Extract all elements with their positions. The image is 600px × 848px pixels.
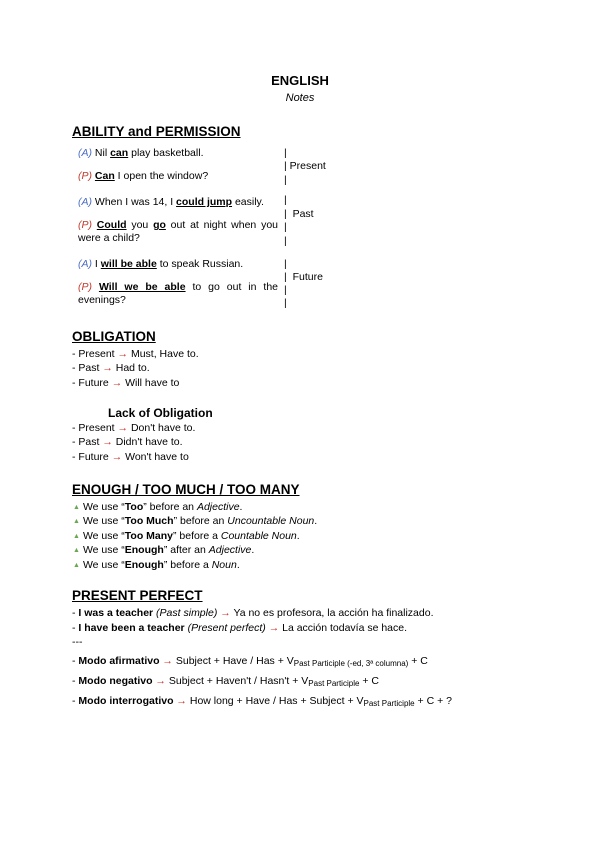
- form-name: Modo interrogativo: [78, 695, 174, 707]
- formula: Subject + Have / Has + V: [175, 655, 294, 667]
- text: Didn't have to.: [112, 436, 183, 448]
- ability-past-p: [78, 219, 278, 245]
- past-label-line: [284, 208, 314, 220]
- keyword: Too Many: [124, 530, 173, 542]
- bar: |: [284, 174, 287, 186]
- document-subtitle: Notes: [285, 92, 315, 104]
- arrow-icon: →: [102, 436, 113, 448]
- form-line: [72, 695, 452, 708]
- verb: could jump: [176, 196, 233, 208]
- text: .: [239, 501, 243, 513]
- text: Won't have to: [122, 451, 189, 463]
- text: .: [251, 544, 255, 556]
- arrow-icon: →: [117, 348, 129, 360]
- ability-tag: (A): [78, 196, 92, 208]
- ability-tag: (A): [78, 147, 92, 159]
- text: to speak Russian.: [156, 258, 244, 270]
- text: to go out in the evenings?: [78, 281, 279, 306]
- text: We use “: [82, 559, 125, 571]
- future-label-line: [284, 271, 323, 283]
- ability-heading: ABILITY and PERMISSION: [72, 124, 241, 139]
- formula-end: + C + ?: [414, 695, 452, 707]
- text: I open the window?: [114, 170, 209, 182]
- list-item: [72, 451, 189, 463]
- formula-end: + C: [359, 675, 379, 687]
- keyword: Enough: [124, 544, 164, 556]
- text: play basketball.: [128, 147, 204, 159]
- text: you: [126, 219, 154, 231]
- triangle-bullet-icon: ▲: [73, 518, 80, 525]
- text: Ya no es profesora, la acción ha finalizado.: [230, 607, 434, 619]
- arrow-icon: →: [117, 422, 129, 434]
- permission-tag: (P): [78, 281, 92, 293]
- text: ” before an: [143, 501, 197, 513]
- verb: Will we be able: [98, 281, 186, 293]
- list-item: [72, 422, 195, 434]
- text: I: [94, 258, 101, 270]
- form-line: [72, 675, 379, 688]
- example-line: [72, 607, 434, 619]
- text: ” before a: [173, 530, 221, 542]
- arrow-icon: →: [173, 695, 190, 707]
- tense-label-past: Past: [292, 208, 314, 220]
- bar: |: [284, 208, 287, 220]
- text: We use “: [82, 544, 125, 556]
- formula-end: + C: [408, 655, 428, 667]
- arrow-icon: →: [102, 362, 113, 374]
- list-item: [73, 530, 300, 542]
- example-sentence: I was a teacher: [78, 607, 154, 619]
- text: -: [72, 675, 79, 687]
- bar: |: [284, 284, 287, 296]
- arrow-icon: →: [152, 675, 169, 687]
- text: - Past: [72, 436, 103, 448]
- list-item: [72, 348, 199, 360]
- text: -: [72, 655, 79, 667]
- term: Adjective: [196, 501, 240, 513]
- list-item: [73, 501, 242, 513]
- text: ” before an: [173, 515, 228, 527]
- list-item: [72, 377, 179, 389]
- text: When I was 14, I: [94, 196, 177, 208]
- permission-tag: (P): [78, 219, 92, 231]
- subscript: Past Participle (-ed, 3ª columna): [293, 659, 409, 668]
- triangle-bullet-icon: ▲: [73, 562, 80, 569]
- triangle-bullet-icon: ▲: [73, 504, 80, 511]
- text: .: [296, 530, 300, 542]
- arrow-icon: →: [111, 451, 123, 463]
- triangle-bullet-icon: ▲: [73, 533, 80, 540]
- form-name: Modo negativo: [78, 675, 153, 687]
- tense-label-present: Present: [289, 160, 326, 172]
- tense-note: (Past simple): [153, 607, 221, 619]
- bar: |: [284, 221, 287, 233]
- bar: |: [284, 147, 287, 159]
- text: - Past: [72, 362, 103, 374]
- text: - Present: [72, 348, 118, 360]
- text: ” before a: [163, 559, 212, 571]
- bar: |: [284, 258, 287, 270]
- arrow-icon: →: [159, 655, 176, 667]
- verb: go: [153, 219, 166, 231]
- text: We use “: [82, 501, 125, 513]
- text: .: [236, 559, 240, 571]
- document-title: ENGLISH: [271, 73, 329, 88]
- subscript: Past Participle: [308, 679, 360, 688]
- bar: |: [284, 271, 287, 283]
- ability-present-a: [78, 147, 203, 159]
- tense-label-future: Future: [292, 271, 323, 283]
- example-line: [72, 622, 407, 634]
- text: - Future: [72, 377, 112, 389]
- form-line: [72, 655, 428, 668]
- ability-past-a: [78, 196, 264, 208]
- ability-future-p: [78, 281, 278, 307]
- text: out at night when you were a child?: [78, 219, 278, 244]
- obligation-heading: OBLIGATION: [72, 329, 156, 344]
- verb: Can: [94, 170, 115, 182]
- text: - Present: [72, 422, 118, 434]
- text: Don't have to.: [128, 422, 196, 434]
- text: -: [72, 695, 79, 707]
- arrow-icon: →: [220, 607, 231, 619]
- term: Adjective: [208, 544, 252, 556]
- verb: can: [110, 147, 129, 159]
- list-item: [73, 515, 317, 527]
- list-item: [73, 559, 240, 571]
- text: Nil: [94, 147, 111, 159]
- keyword: Too: [124, 501, 144, 513]
- list-item: [72, 362, 150, 374]
- ability-future-a: [78, 258, 243, 270]
- formula: Subject + Haven't / Hasn't + V: [168, 675, 309, 687]
- formula: How long + Have / Has + Subject + V: [189, 695, 364, 707]
- verb: will be able: [100, 258, 157, 270]
- tense-note: (Present perfect): [184, 622, 269, 634]
- arrow-icon: →: [268, 622, 280, 634]
- text: -: [72, 607, 79, 619]
- bar: |: [284, 194, 287, 206]
- list-item: [73, 544, 254, 556]
- bar: |: [284, 297, 287, 309]
- present-perfect-heading: PRESENT PERFECT: [72, 588, 203, 603]
- text: - Future: [72, 451, 112, 463]
- keyword: Too Much: [124, 515, 174, 527]
- enough-heading: ENOUGH / TOO MUCH / TOO MANY: [72, 482, 300, 497]
- term: Countable Noun: [220, 530, 297, 542]
- text: Must, Have to.: [128, 348, 199, 360]
- bar: |: [284, 160, 287, 172]
- triangle-bullet-icon: ▲: [73, 547, 80, 554]
- term: Uncountable Noun: [227, 515, 315, 527]
- arrow-icon: →: [111, 377, 123, 389]
- example-sentence: I have been a teacher: [78, 622, 185, 634]
- present-label-line: [284, 160, 326, 172]
- lack-of-obligation-heading: Lack of Obligation: [108, 406, 213, 420]
- ability-present-p: [78, 170, 208, 182]
- list-item: [72, 436, 183, 448]
- text: Had to.: [112, 362, 150, 374]
- text: La acción todavía se hace.: [279, 622, 408, 634]
- ability-tag: (A): [78, 258, 92, 270]
- text: -: [72, 622, 79, 634]
- bar: |: [284, 235, 287, 247]
- text: ” after an: [163, 544, 209, 556]
- text: easily.: [232, 196, 264, 208]
- keyword: Enough: [124, 559, 164, 571]
- text: We use “: [82, 530, 125, 542]
- permission-tag: (P): [78, 170, 92, 182]
- subscript: Past Participle: [363, 699, 415, 708]
- form-name: Modo afirmativo: [78, 655, 160, 667]
- verb: Could: [96, 219, 127, 231]
- text: Will have to: [122, 377, 180, 389]
- text: We use “: [82, 515, 125, 527]
- separator: ---: [72, 636, 83, 648]
- text: .: [314, 515, 318, 527]
- term: Noun: [211, 559, 237, 571]
